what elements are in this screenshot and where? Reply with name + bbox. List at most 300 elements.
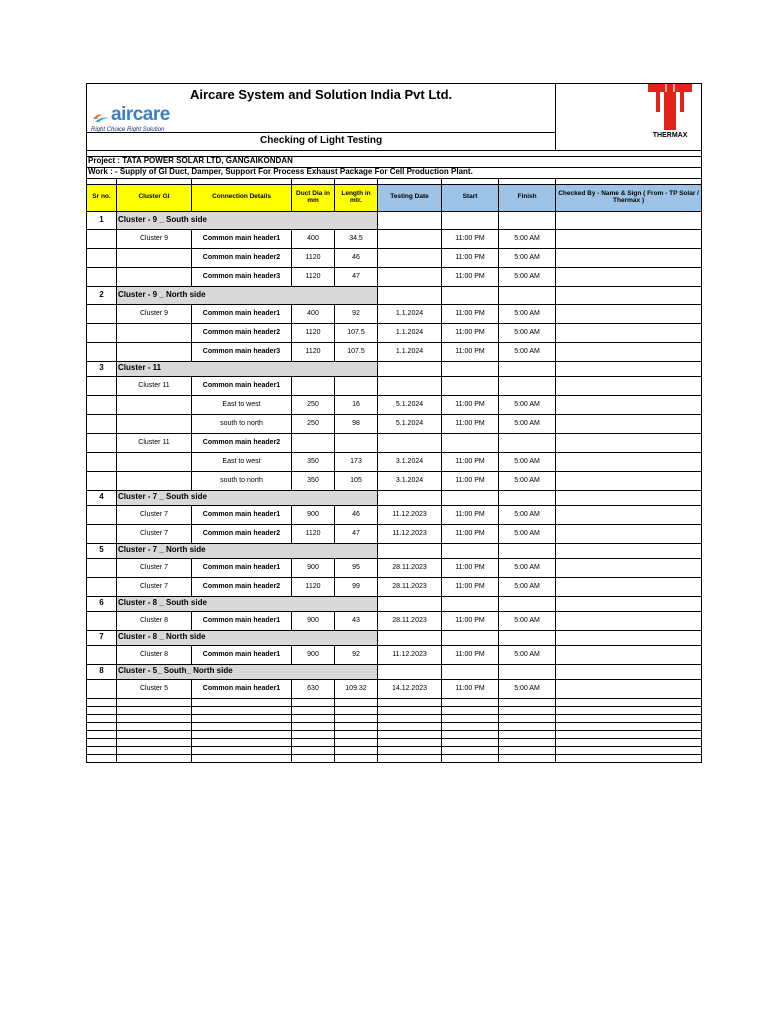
finish-cell: 5:00 AM [499, 229, 556, 248]
length-cell: 107.5 [335, 323, 378, 342]
table-row [87, 229, 702, 248]
cluster-cell: Cluster 8 [117, 611, 192, 630]
empty-cell [556, 361, 702, 376]
finish-cell: 5:00 AM [499, 558, 556, 577]
start-cell: 11:00 PM [442, 304, 499, 323]
finish-cell: 5:00 AM [499, 679, 556, 698]
connection-cell: Common main header1 [192, 611, 292, 630]
empty-cell [442, 286, 499, 304]
empty-cell [335, 738, 378, 746]
length-cell: 46 [335, 248, 378, 267]
group-label: Cluster - 7 _ North side [117, 543, 378, 558]
duct-dia-cell: 250 [292, 414, 335, 433]
empty-cell [556, 211, 702, 229]
group-sr-no: 2 [87, 286, 117, 304]
empty-cell [499, 722, 556, 730]
empty-cell [378, 754, 442, 762]
empty-cell [442, 754, 499, 762]
empty-cell [378, 543, 442, 558]
cluster-cell [117, 323, 192, 342]
empty-cell [556, 698, 702, 706]
aircare-logo [89, 108, 189, 132]
empty-cell [335, 754, 378, 762]
work-line: Work : - Supply of GI Duct, Damper, Support For Process Exhaust Package For Cell Production Plant. [87, 167, 702, 178]
length-cell: 92 [335, 645, 378, 664]
group-label: Cluster - 7 _ South side [117, 490, 378, 505]
duct-dia-cell [292, 376, 335, 395]
checked-by-cell [556, 414, 702, 433]
start-cell [442, 433, 499, 452]
empty-cell [378, 630, 442, 645]
checked-by-cell [556, 376, 702, 395]
checked-by-cell [556, 505, 702, 524]
cluster-cell [117, 248, 192, 267]
empty-cell [499, 543, 556, 558]
group-row [87, 596, 702, 611]
project-line: Project : TATA POWER SOLAR LTD, GANGAIKONDAN [87, 156, 702, 167]
empty-cell [117, 754, 192, 762]
empty-cell [442, 722, 499, 730]
duct-dia-cell: 900 [292, 558, 335, 577]
empty-cell [442, 543, 499, 558]
start-cell: 11:00 PM [442, 558, 499, 577]
finish-cell: 5:00 AM [499, 577, 556, 596]
testing-date-cell: 11.12.2023 [378, 505, 442, 524]
length-cell: 98 [335, 414, 378, 433]
empty-cell [499, 361, 556, 376]
cluster-cell: Cluster 7 [117, 524, 192, 543]
empty-cell [442, 361, 499, 376]
duct-dia-cell: 350 [292, 452, 335, 471]
start-cell: 11:00 PM [442, 645, 499, 664]
connection-cell: Common main header1 [192, 558, 292, 577]
empty-cell [192, 698, 292, 706]
col-duct-dia: Duct Dia in mm [292, 184, 335, 211]
empty-cell [117, 714, 192, 722]
empty-cell [556, 722, 702, 730]
group-row [87, 211, 702, 229]
connection-cell: Common main header1 [192, 645, 292, 664]
checked-by-cell [556, 342, 702, 361]
empty-cell [192, 754, 292, 762]
finish-cell [499, 433, 556, 452]
col-cluster: Cluster GI [117, 184, 192, 211]
connection-cell: Common main header2 [192, 248, 292, 267]
checked-by-cell [556, 452, 702, 471]
checked-by-cell [556, 433, 702, 452]
thermax-icon [646, 84, 694, 133]
connection-cell: Common main header1 [192, 505, 292, 524]
empty-cell [117, 738, 192, 746]
connection-cell: Common main header2 [192, 433, 292, 452]
empty-cell [499, 630, 556, 645]
empty-cell [499, 754, 556, 762]
table-row [87, 342, 702, 361]
empty-cell [378, 706, 442, 714]
table-row [87, 558, 702, 577]
aircare-swirl-icon [91, 111, 111, 125]
empty-cell [378, 698, 442, 706]
finish-cell: 5:00 AM [499, 645, 556, 664]
length-cell: 99 [335, 577, 378, 596]
connection-cell: East to west [192, 395, 292, 414]
empty-cell [335, 706, 378, 714]
duct-dia-cell: 1120 [292, 524, 335, 543]
finish-cell: 5:00 AM [499, 395, 556, 414]
empty-cell [442, 746, 499, 754]
empty-cell [556, 286, 702, 304]
checked-by-cell [556, 558, 702, 577]
empty-cell [192, 730, 292, 738]
duct-dia-cell: 1120 [292, 248, 335, 267]
empty-cell [378, 361, 442, 376]
sr-cell [87, 611, 117, 630]
light-testing-table [86, 83, 702, 763]
length-cell: 34.5 [335, 229, 378, 248]
checked-by-cell [556, 323, 702, 342]
cluster-cell: Cluster 7 [117, 577, 192, 596]
length-cell: 109.32 [335, 679, 378, 698]
group-row [87, 630, 702, 645]
empty-row [87, 722, 702, 730]
checked-by-cell [556, 471, 702, 490]
duct-dia-cell: 630 [292, 679, 335, 698]
empty-cell [556, 490, 702, 505]
empty-cell [556, 754, 702, 762]
checked-by-cell [556, 645, 702, 664]
thermax-logo-cell [556, 84, 702, 151]
empty-cell [335, 730, 378, 738]
finish-cell: 5:00 AM [499, 414, 556, 433]
duct-dia-cell: 350 [292, 471, 335, 490]
group-sr-no: 1 [87, 211, 117, 229]
empty-cell [378, 286, 442, 304]
empty-cell [378, 738, 442, 746]
table-row [87, 471, 702, 490]
testing-date-cell [378, 248, 442, 267]
empty-row [87, 738, 702, 746]
empty-cell [292, 714, 335, 722]
aircare-logo-cell [87, 106, 192, 132]
sr-cell [87, 248, 117, 267]
testing-date-cell: 3.1.2024 [378, 452, 442, 471]
group-label: Cluster - 5_ South_ North side [117, 664, 378, 679]
finish-cell: 5:00 AM [499, 267, 556, 286]
col-testing-date: Testing Date [378, 184, 442, 211]
testing-date-cell [378, 229, 442, 248]
col-connection: Connection Details [192, 184, 292, 211]
start-cell: 11:00 PM [442, 248, 499, 267]
duct-dia-cell: 400 [292, 229, 335, 248]
start-cell [442, 376, 499, 395]
empty-cell [87, 746, 117, 754]
col-sr-no: Sr no. [87, 184, 117, 211]
duct-dia-cell [292, 433, 335, 452]
start-cell: 11:00 PM [442, 471, 499, 490]
finish-cell: 5:00 AM [499, 248, 556, 267]
start-cell: 11:00 PM [442, 267, 499, 286]
sr-cell [87, 376, 117, 395]
col-start: Start [442, 184, 499, 211]
connection-cell: Common main header2 [192, 577, 292, 596]
length-cell: 16 [335, 395, 378, 414]
aircare-tagline: Right Choice Right Solution [91, 127, 165, 132]
empty-cell [499, 706, 556, 714]
empty-cell [378, 714, 442, 722]
cluster-cell: Cluster 7 [117, 558, 192, 577]
length-cell: 47 [335, 267, 378, 286]
col-checked-by: Checked By - Name & Sign ( From - TP Solar / Thermax ) [556, 184, 702, 211]
connection-cell: Common main header3 [192, 342, 292, 361]
empty-cell [378, 596, 442, 611]
table-row [87, 248, 702, 267]
empty-cell [117, 730, 192, 738]
length-cell: 92 [335, 304, 378, 323]
empty-cell [442, 730, 499, 738]
connection-cell: Common main header1 [192, 679, 292, 698]
table-row [87, 433, 702, 452]
length-cell [335, 376, 378, 395]
empty-cell [556, 543, 702, 558]
empty-cell [556, 664, 702, 679]
empty-cell [292, 730, 335, 738]
thermax-logo [646, 84, 694, 143]
col-finish: Finish [499, 184, 556, 211]
sr-cell [87, 267, 117, 286]
sr-cell [87, 229, 117, 248]
group-label: Cluster - 9 _ South side [117, 211, 378, 229]
start-cell: 11:00 PM [442, 577, 499, 596]
checked-by-cell [556, 577, 702, 596]
sr-cell [87, 524, 117, 543]
duct-dia-cell: 1120 [292, 267, 335, 286]
empty-cell [378, 722, 442, 730]
cluster-cell: Cluster 9 [117, 229, 192, 248]
table-row [87, 645, 702, 664]
empty-cell [378, 490, 442, 505]
cluster-cell [117, 414, 192, 433]
empty-cell [192, 722, 292, 730]
sr-cell [87, 577, 117, 596]
connection-cell: Common main header1 [192, 304, 292, 323]
sr-cell [87, 304, 117, 323]
testing-date-cell: 14.12.2023 [378, 679, 442, 698]
duct-dia-cell: 250 [292, 395, 335, 414]
col-length: Length in mtr. [335, 184, 378, 211]
empty-cell [499, 730, 556, 738]
duct-dia-cell: 400 [292, 304, 335, 323]
cluster-cell: Cluster 9 [117, 304, 192, 323]
checked-by-cell [556, 248, 702, 267]
testing-date-cell: 28.11.2023 [378, 611, 442, 630]
testing-date-cell: 3.1.2024 [378, 471, 442, 490]
cluster-cell [117, 471, 192, 490]
table-row [87, 267, 702, 286]
group-row [87, 286, 702, 304]
checked-by-cell [556, 267, 702, 286]
start-cell: 11:00 PM [442, 414, 499, 433]
empty-cell [499, 286, 556, 304]
empty-cell [335, 722, 378, 730]
empty-cell [292, 746, 335, 754]
empty-cell [499, 698, 556, 706]
cluster-cell [117, 395, 192, 414]
empty-cell [499, 596, 556, 611]
finish-cell: 5:00 AM [499, 471, 556, 490]
duct-dia-cell: 1120 [292, 577, 335, 596]
start-cell: 11:00 PM [442, 524, 499, 543]
testing-date-cell: 5.1.2024 [378, 395, 442, 414]
empty-cell [499, 738, 556, 746]
empty-row [87, 698, 702, 706]
empty-cell [292, 698, 335, 706]
empty-cell [117, 706, 192, 714]
length-cell: 43 [335, 611, 378, 630]
checked-by-cell [556, 611, 702, 630]
finish-cell: 5:00 AM [499, 342, 556, 361]
document-title: Checking of Light Testing [87, 132, 556, 150]
length-cell: 46 [335, 505, 378, 524]
start-cell: 11:00 PM [442, 505, 499, 524]
testing-date-cell [378, 376, 442, 395]
sr-cell [87, 414, 117, 433]
empty-cell [87, 730, 117, 738]
group-sr-no: 7 [87, 630, 117, 645]
testing-date-cell [378, 267, 442, 286]
thermax-label: THERMAX [652, 132, 688, 139]
testing-date-cell: 5.1.2024 [378, 414, 442, 433]
length-cell [335, 433, 378, 452]
start-cell: 11:00 PM [442, 395, 499, 414]
empty-cell [87, 706, 117, 714]
duct-dia-cell: 900 [292, 645, 335, 664]
empty-row [87, 706, 702, 714]
connection-cell: Common main header3 [192, 267, 292, 286]
start-cell: 11:00 PM [442, 323, 499, 342]
connection-cell: East to west [192, 452, 292, 471]
connection-cell: Common main header1 [192, 376, 292, 395]
empty-cell [556, 596, 702, 611]
empty-cell [499, 664, 556, 679]
sr-cell [87, 471, 117, 490]
sr-cell [87, 679, 117, 698]
empty-cell [87, 714, 117, 722]
empty-row [87, 754, 702, 762]
empty-cell [556, 738, 702, 746]
empty-cell [556, 730, 702, 738]
empty-cell [87, 754, 117, 762]
group-label: Cluster - 11 [117, 361, 378, 376]
empty-cell [378, 664, 442, 679]
length-cell: 173 [335, 452, 378, 471]
sr-cell [87, 342, 117, 361]
length-cell: 95 [335, 558, 378, 577]
table-row [87, 304, 702, 323]
testing-date-cell: 11.12.2023 [378, 524, 442, 543]
empty-cell [499, 746, 556, 754]
cluster-cell: Cluster 8 [117, 645, 192, 664]
empty-cell [442, 738, 499, 746]
empty-cell [292, 738, 335, 746]
empty-cell [378, 211, 442, 229]
empty-cell [117, 746, 192, 754]
column-header-row [87, 184, 702, 211]
group-row [87, 543, 702, 558]
finish-cell: 5:00 AM [499, 505, 556, 524]
table-row [87, 524, 702, 543]
sr-cell [87, 395, 117, 414]
cluster-cell: Cluster 11 [117, 433, 192, 452]
group-sr-no: 6 [87, 596, 117, 611]
group-label: Cluster - 8 _ North side [117, 630, 378, 645]
group-label: Cluster - 8 _ South side [117, 596, 378, 611]
table-row [87, 452, 702, 471]
table-row [87, 323, 702, 342]
testing-date-cell: 28.11.2023 [378, 558, 442, 577]
connection-cell: south to north [192, 471, 292, 490]
empty-cell [335, 714, 378, 722]
empty-cell [442, 490, 499, 505]
group-sr-no: 4 [87, 490, 117, 505]
finish-cell [499, 376, 556, 395]
sr-cell [87, 645, 117, 664]
length-cell: 47 [335, 524, 378, 543]
empty-cell [192, 714, 292, 722]
empty-cell [442, 664, 499, 679]
table-row [87, 414, 702, 433]
table-row [87, 679, 702, 698]
empty-cell [556, 630, 702, 645]
sr-cell [87, 433, 117, 452]
company-title: Aircare System and Solution India Pvt Ltd. [87, 84, 556, 107]
connection-cell: Common main header2 [192, 524, 292, 543]
empty-cell [378, 746, 442, 754]
group-row [87, 361, 702, 376]
empty-cell [442, 698, 499, 706]
checked-by-cell [556, 395, 702, 414]
finish-cell: 5:00 AM [499, 524, 556, 543]
empty-cell [442, 596, 499, 611]
empty-cell [87, 738, 117, 746]
empty-cell [335, 698, 378, 706]
connection-cell: Common main header1 [192, 229, 292, 248]
testing-date-cell [378, 433, 442, 452]
group-row [87, 664, 702, 679]
empty-cell [117, 698, 192, 706]
length-cell: 105 [335, 471, 378, 490]
start-cell: 11:00 PM [442, 342, 499, 361]
checked-by-cell [556, 679, 702, 698]
empty-cell [499, 490, 556, 505]
table-row [87, 395, 702, 414]
sr-cell [87, 323, 117, 342]
test-sheet [86, 83, 701, 763]
empty-cell [556, 714, 702, 722]
connection-cell: south to north [192, 414, 292, 433]
duct-dia-cell: 1120 [292, 323, 335, 342]
group-label: Cluster - 9 _ North side [117, 286, 378, 304]
testing-date-cell: 1.1.2024 [378, 323, 442, 342]
empty-row [87, 746, 702, 754]
empty-cell [335, 746, 378, 754]
checked-by-cell [556, 524, 702, 543]
empty-cell [292, 754, 335, 762]
testing-date-cell: 1.1.2024 [378, 342, 442, 361]
table-row [87, 505, 702, 524]
cluster-cell [117, 342, 192, 361]
empty-cell [117, 722, 192, 730]
empty-cell [442, 706, 499, 714]
